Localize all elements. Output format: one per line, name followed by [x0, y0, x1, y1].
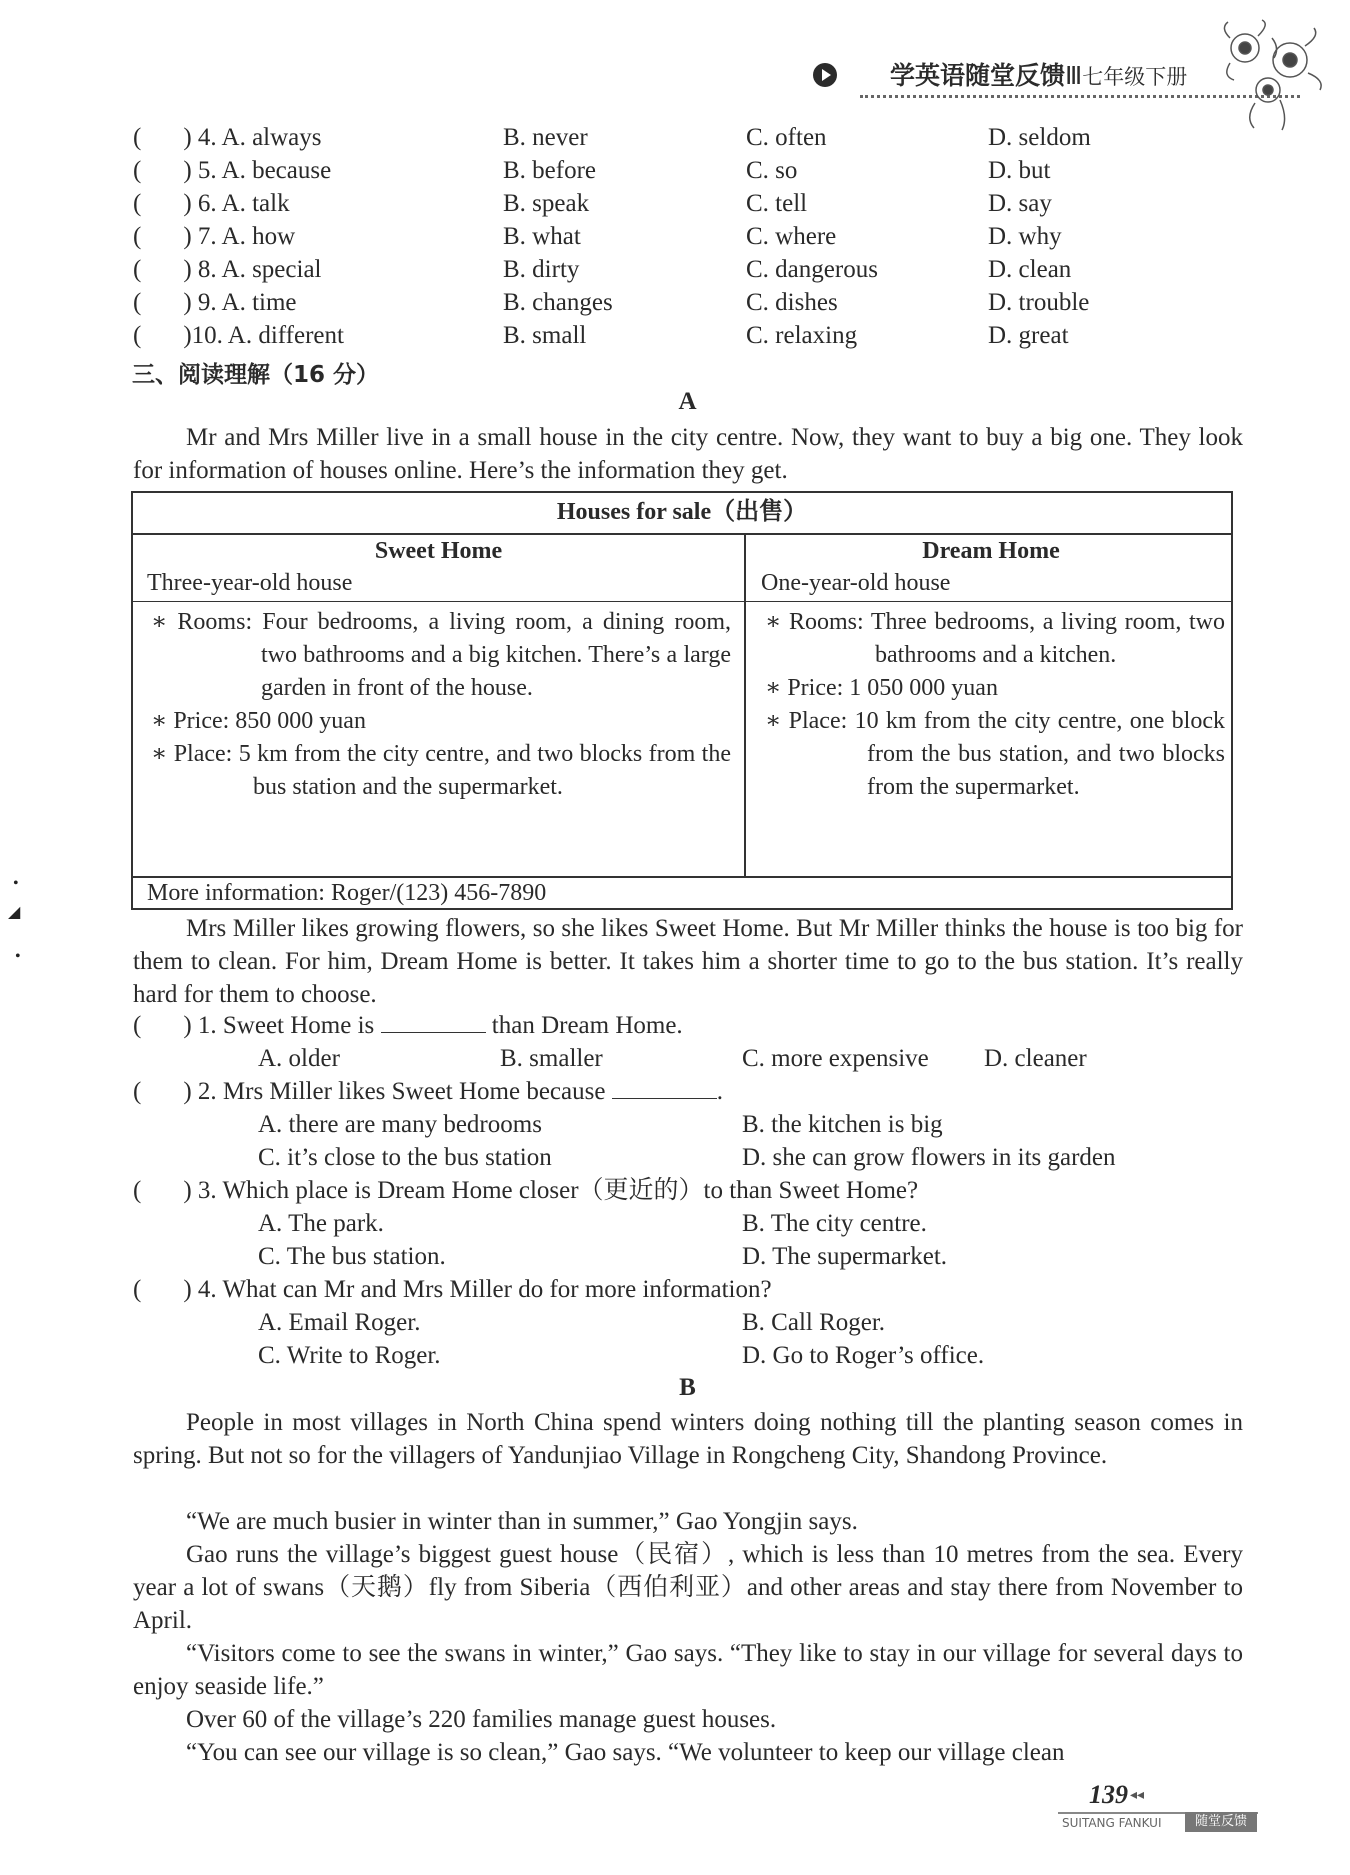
question-option: D. cleaner [984, 1045, 1087, 1072]
option-d: D. seldom [988, 124, 1091, 151]
table-footer-row [133, 876, 1231, 912]
passage-a-after: Mrs Miller likes growing flowers, so she likes Sweet Home. But Mr Miller thinks the house is too big for them to clean. For him, Dream Home is better. It takes him a shorter time to go to the bus station. It’s really hard for them to choose. [133, 915, 1243, 1008]
dream-home-name: Dream Home [922, 538, 1060, 564]
option-c: C. tell [746, 190, 808, 217]
dream-home-details [765, 606, 1225, 804]
question-option: A. there are many bedrooms [258, 1111, 542, 1138]
question-option: B. Call Roger. [742, 1309, 886, 1336]
option-number: ) 5. A. because [183, 157, 332, 184]
question-stem: ) 3. Which place is Dream Home closer（更近的）to than Sweet Home? [183, 1177, 919, 1204]
sweet-home-place: ∗ Place: 5 km from the city centre, and two blocks from the bus station and the supermarket. [151, 741, 731, 800]
section-title: 三、阅读理解（16 分） [132, 362, 380, 388]
option-c: C. often [746, 124, 827, 151]
question-option: C. The bus station. [258, 1243, 446, 1270]
question-1: ( ) 1. Sweet Home is than Dream Home. [133, 1012, 683, 1039]
option-number: ) 8. A. special [183, 256, 322, 283]
margin-mark: ◢ [8, 904, 21, 921]
option-row: ( ) 5. A. because [133, 157, 332, 184]
option-c: C. so [746, 157, 798, 184]
option-number: ) 4. A. always [183, 124, 322, 151]
sweet-home-name: Sweet Home [374, 538, 503, 564]
passage-a-label: A [678, 388, 697, 415]
sweet-home-age: Three-year-old house [147, 570, 353, 596]
footer-brand-en: SUITANG FANKUI [1062, 1816, 1162, 1830]
question-option: A. Email Roger. [258, 1309, 421, 1336]
option-d: D. say [988, 190, 1052, 217]
table-divider [133, 601, 1231, 602]
sweet-home-rooms: ∗ Rooms: Four bedrooms, a living room, a dining room, two bathrooms and a big kitchen. There’s a large garden in front of the house. [151, 609, 731, 701]
option-c: C. where [746, 223, 837, 250]
question-option: D. she can grow flowers in its garden [742, 1144, 1116, 1171]
option-row: ( )10. A. different [133, 322, 344, 349]
table-header-row [133, 493, 1231, 535]
option-row: ( ) 8. A. special [133, 256, 322, 283]
passage-b-paragraph: “You can see our village is so clean,” Gao says. “We volunteer to keep our village clean [186, 1739, 1065, 1766]
question-4: ( ) 4. What can Mr and Mrs Miller do for more information? [133, 1276, 772, 1303]
passage-b-paragraph: “We are much busier in winter than in summer,” Gao Yongjin says. [186, 1508, 858, 1535]
answer-blank [612, 1078, 717, 1099]
option-d: D. trouble [988, 289, 1090, 316]
question-3: ( ) 3. Which place is Dream Home closer（更近的）to than Sweet Home? [133, 1177, 919, 1204]
question-option: A. The park. [258, 1210, 384, 1237]
dream-home-price: ∗ Price: 1 050 000 yuan [765, 675, 998, 701]
question-stem: ) 1. Sweet Home is [183, 1012, 375, 1039]
answer-blank [381, 1012, 486, 1033]
option-row: ( ) 7. A. how [133, 223, 296, 250]
option-d: D. but [988, 157, 1051, 184]
footer-brand-cn: 随堂反馈 [1185, 1812, 1257, 1832]
question-stem: than Dream Home. [491, 1012, 683, 1039]
option-row: ( ) 6. A. talk [133, 190, 290, 217]
header-volume: Ⅲ [1065, 61, 1083, 90]
question-option: C. Write to Roger. [258, 1342, 441, 1369]
option-b: B. never [503, 124, 588, 151]
option-b: B. changes [503, 289, 613, 316]
header-title [890, 56, 1187, 92]
option-c: C. dishes [746, 289, 838, 316]
option-c: C. dangerous [746, 256, 878, 283]
option-b: B. before [503, 157, 597, 184]
question-2: ( ) 2. Mrs Miller likes Sweet Home because . [133, 1078, 723, 1105]
page-number: 139 [1089, 1780, 1128, 1809]
passage-b-paragraph: Over 60 of the village’s 220 families manage guest houses. [186, 1706, 777, 1733]
option-number: ) 9. A. time [183, 289, 297, 316]
passage-b-paragraph: Gao runs the village’s biggest guest house（民宿）, which is less than 10 metres from the sea. Every year a lot of swans（天鹅）fly from Siberia（西伯利亚）and other areas and stay there from November to April. [133, 1541, 1243, 1634]
table-title: Houses for sale（出售） [556, 499, 808, 525]
table-more-info: More information: Roger/(123) 456-7890 [147, 880, 547, 906]
margin-mark: • [13, 875, 19, 892]
option-b: B. what [503, 223, 581, 250]
flower-decoration-icon [1210, 18, 1335, 136]
sweet-home-price: ∗ Price: 850 000 yuan [151, 708, 366, 734]
option-number: ) 7. A. how [183, 223, 296, 250]
passage-b-paragraph: People in most villages in North China spend winters doing nothing till the planting season comes in spring. But not so for the villagers of Yandunjiao Village in Rongcheng City, Shandong Province. [133, 1409, 1243, 1469]
option-b: B. speak [503, 190, 590, 217]
question-stem: ) 2. Mrs Miller likes Sweet Home because [183, 1078, 606, 1105]
dream-home-place: ∗ Place: 10 km from the city centre, one block from the bus station, and two blocks from the supermarket. [765, 708, 1225, 800]
play-icon [812, 62, 838, 88]
header-grade: 七年级下册 [1082, 65, 1188, 89]
question-option: B. smaller [500, 1045, 603, 1072]
dream-home-rooms: ∗ Rooms: Three bedrooms, a living room, two bathrooms and a kitchen. [765, 609, 1225, 668]
margin-mark: • [15, 948, 21, 965]
question-option: D. The supermarket. [742, 1243, 948, 1270]
header-title-text: 学英语随堂反馈 [890, 61, 1066, 90]
sweet-home-details [151, 606, 731, 804]
option-number: )10. A. different [183, 322, 344, 349]
passage-b-label: B [679, 1374, 696, 1401]
option-d: D. clean [988, 256, 1072, 283]
question-option: C. more expensive [742, 1045, 929, 1072]
question-option: A. older [258, 1045, 340, 1072]
option-row: ( ) 9. A. time [133, 289, 297, 316]
passage-b-paragraph: “Visitors come to see the swans in winter,” Gao says. “They like to stay in our village for several days to enjoy seaside life.” [133, 1640, 1243, 1700]
question-stem: ) 4. What can Mr and Mrs Miller do for more information? [183, 1276, 772, 1303]
option-d: D. why [988, 223, 1062, 250]
passage-a-intro: Mr and Mrs Miller live in a small house in the city centre. Now, they want to buy a big one. They look for information of houses online. Here’s the information they get. [133, 424, 1243, 484]
option-b: B. small [503, 322, 587, 349]
option-c: C. relaxing [746, 322, 858, 349]
table-divider [744, 533, 746, 876]
option-row: ( ) 4. A. always [133, 124, 322, 151]
houses-table [131, 491, 1233, 910]
question-option: C. it’s close to the bus station [258, 1144, 552, 1171]
option-b: B. dirty [503, 256, 580, 283]
option-number: ) 6. A. talk [183, 190, 290, 217]
back-arrows-icon: ◂◂ [1130, 1788, 1145, 1803]
question-option: B. the kitchen is big [742, 1111, 943, 1138]
dream-home-age: One-year-old house [761, 570, 951, 596]
question-option: D. Go to Roger’s office. [742, 1342, 985, 1369]
question-option: B. The city centre. [742, 1210, 927, 1237]
option-d: D. great [988, 322, 1069, 349]
